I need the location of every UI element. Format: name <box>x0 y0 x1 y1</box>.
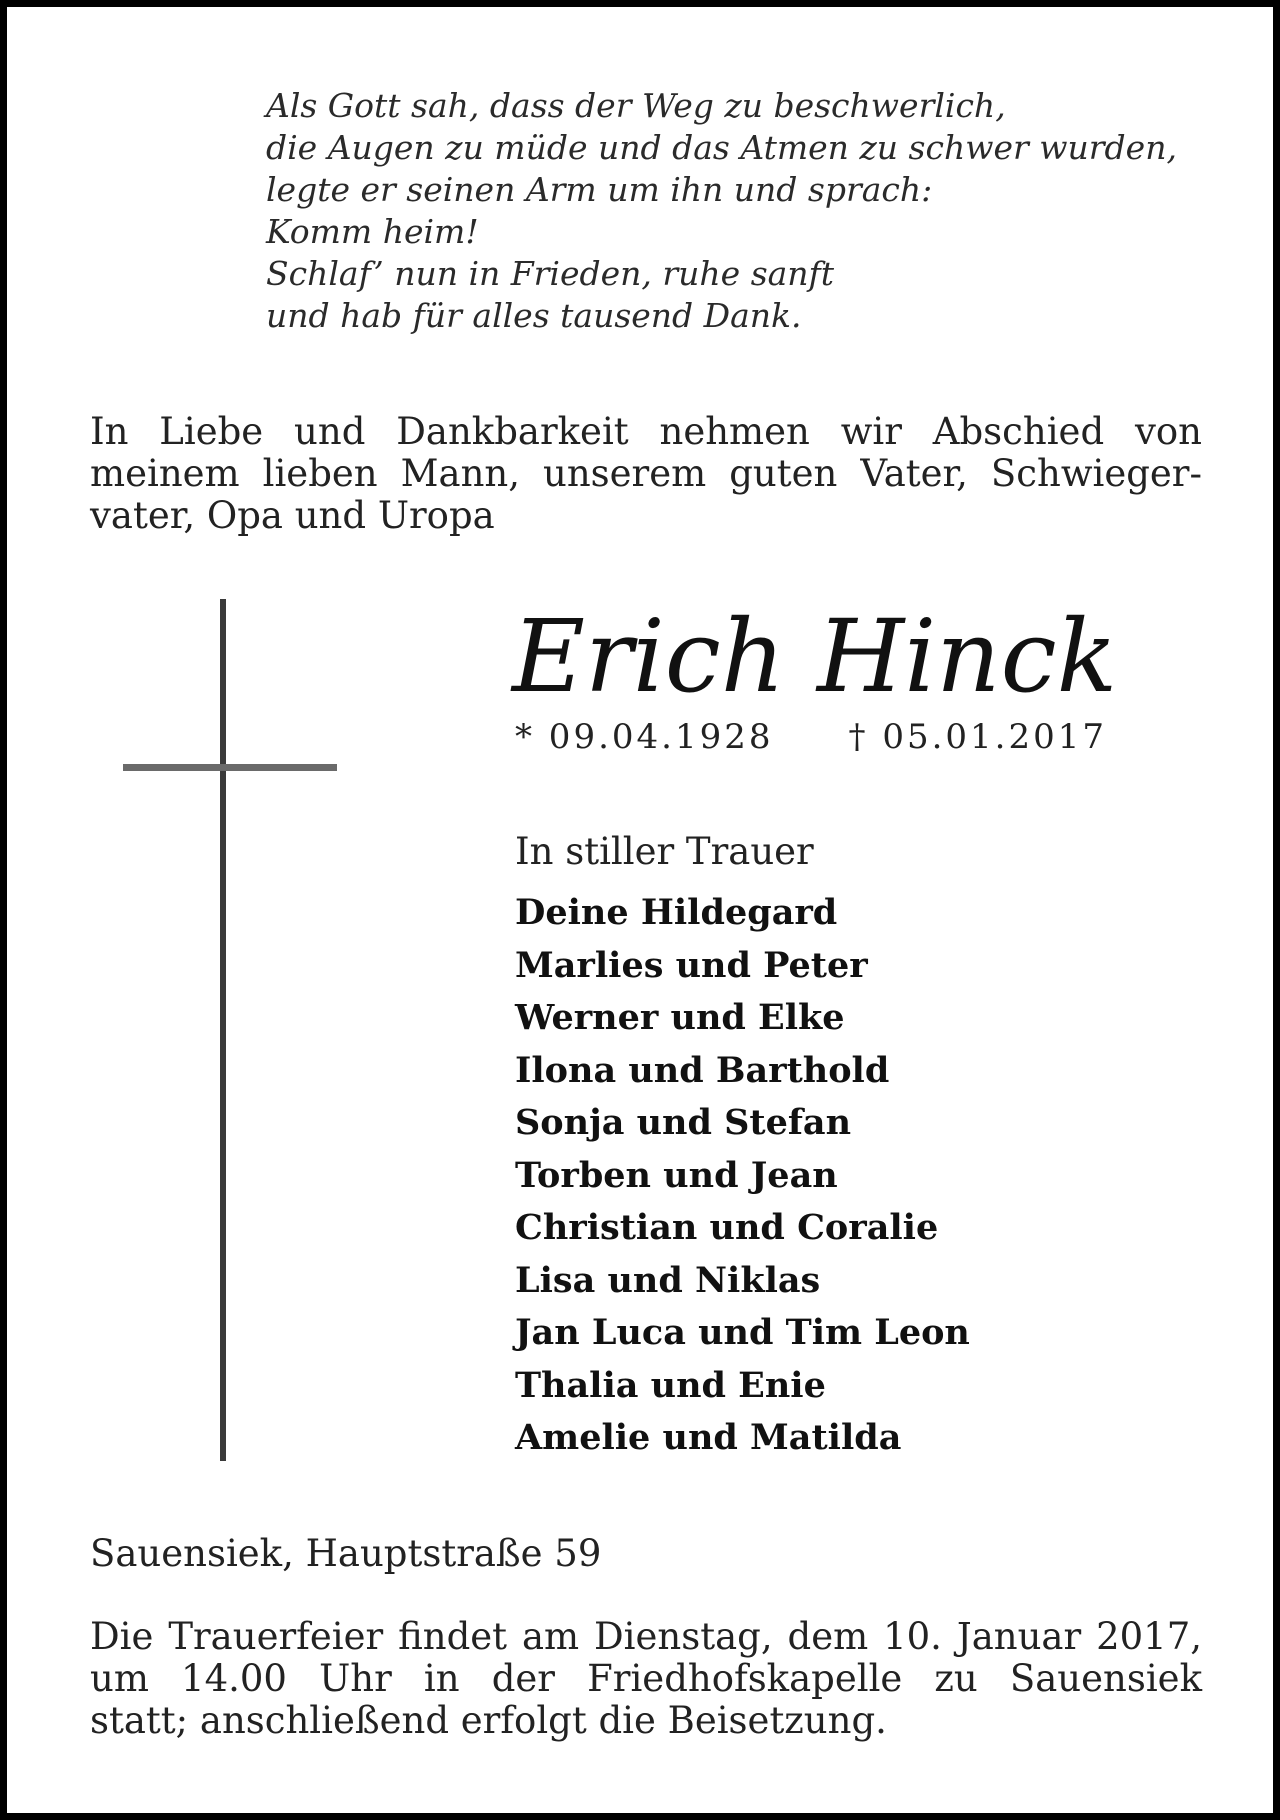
family-member: Marlies und Peter <box>515 944 868 986</box>
family-list <box>515 887 970 1465</box>
cross-vertical-bar <box>220 599 226 1461</box>
deceased-name: Erich Hinck <box>512 598 1118 715</box>
family-member: Werner und Elke <box>515 997 845 1038</box>
family-member: Christian und Coralie <box>515 1207 939 1248</box>
family-member: Lisa und Niklas <box>515 1259 821 1301</box>
poem <box>266 85 1246 337</box>
poem-line: Schlaf’ nun in Frieden, ruhe sanft <box>266 254 835 293</box>
family-member: Amelie und Matilda <box>515 1417 902 1458</box>
farewell-line: meinem lieben Mann, unserem guten Vater, Schwieger- <box>90 452 1202 495</box>
funeral-line: Die Trauerfeier findet am Dienstag, dem 10. Januar 2017, <box>90 1615 1202 1658</box>
funeral-line: um 14.00 Uhr in der Friedhofskapelle zu Sauensiek <box>90 1657 1202 1700</box>
poem-line: und hab für alles tausend Dank. <box>266 296 802 335</box>
address: Sauensiek, Hauptstraße 59 <box>90 1532 602 1575</box>
family-member: Jan Luca und Tim Leon <box>515 1312 970 1353</box>
mourning-heading: In stiller Trauer <box>515 830 814 873</box>
farewell-line: In Liebe und Dankbarkeit nehmen wir Abschied von <box>90 410 1202 453</box>
poem-line: die Augen zu müde und das Atmen zu schwer wurden, <box>266 128 1177 167</box>
cross-horizontal-bar <box>123 764 337 771</box>
death-date: † 05.01.2017 <box>848 717 1107 757</box>
poem-line: Als Gott sah, dass der Weg zu beschwerlich, <box>266 86 1006 125</box>
family-member: Deine Hildegard <box>515 892 838 933</box>
farewell-text <box>90 411 1202 537</box>
family-member: Torben und Jean <box>515 1154 838 1196</box>
family-member: Ilona und Barthold <box>515 1049 890 1091</box>
family-member: Thalia und Enie <box>515 1364 826 1406</box>
poem-line: Komm heim! <box>266 212 479 251</box>
life-dates <box>515 715 1107 759</box>
birth-date: * 09.04.1928 <box>515 717 774 757</box>
funeral-info <box>90 1616 1202 1742</box>
farewell-line: vater, Opa und Uropa <box>90 494 495 537</box>
family-member: Sonja und Stefan <box>515 1102 852 1143</box>
funeral-line: statt; anschließend erfolgt die Beisetzung. <box>90 1699 887 1742</box>
poem-line: legte er seinen Arm um ihn und sprach: <box>266 170 933 209</box>
